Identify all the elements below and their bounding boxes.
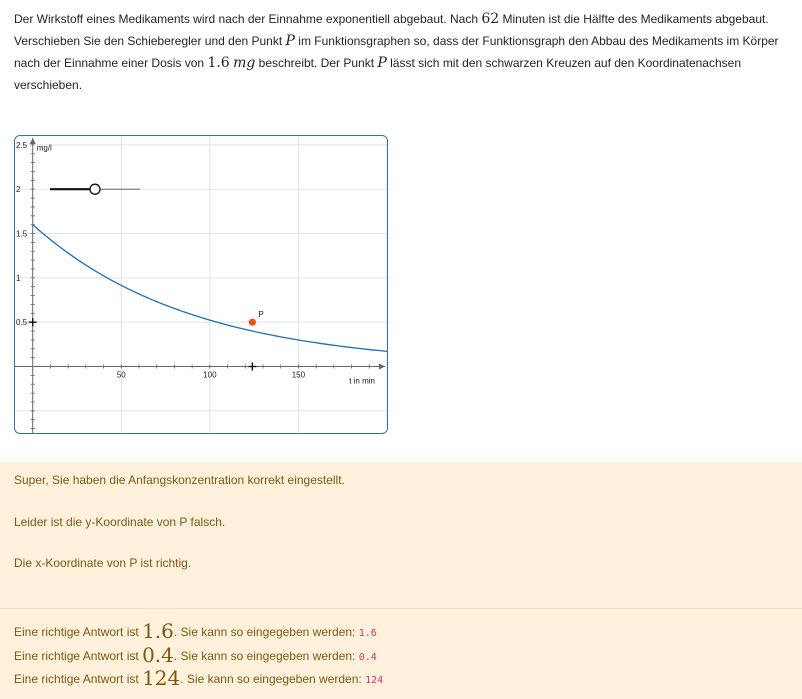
task-text-part: beschreibt. Der Punkt	[255, 56, 378, 70]
x-axis-arrow-icon	[379, 364, 385, 370]
graph-canvas[interactable]	[15, 136, 387, 433]
answer-code: 124	[365, 675, 384, 686]
y-tick-label: 2	[16, 185, 21, 195]
y-axis-arrow-icon	[30, 138, 36, 144]
task-line-4: verschieben.	[14, 78, 83, 92]
answer-text: Eine richtige Antwort ist	[14, 625, 143, 639]
y-tick-labels	[16, 141, 28, 327]
dose-number: 1.6	[207, 55, 230, 71]
task-text-part: Verschieben Sie den Schieberegler und den Punkt	[14, 34, 286, 48]
initial-value-slider[interactable]	[50, 184, 140, 194]
axes	[15, 138, 385, 433]
task-line-3	[14, 52, 794, 74]
answer-value: 0.4	[142, 643, 174, 667]
answer-text: . Sie kann so eingegeben werden:	[173, 649, 359, 663]
slider-knob[interactable]	[90, 184, 100, 194]
half-life-number: 62	[481, 11, 500, 27]
task-text-part: im Funktionsgraphen so, dass der Funktionsgraph den Abbau des Medikaments im Körper	[294, 34, 779, 48]
tick-marks	[31, 145, 370, 429]
variable-p: P	[377, 55, 387, 71]
task-text-part: lässt sich mit den schwarzen Kreuzen auf den Koordinatenachsen	[386, 56, 742, 70]
task-line-2	[14, 30, 794, 52]
correct-answer-1	[14, 619, 377, 643]
point-p[interactable]	[249, 319, 256, 326]
grid	[15, 136, 387, 433]
point-p-label: P	[258, 310, 264, 320]
answer-code: 1.6	[358, 628, 377, 639]
task-text-part: Der Wirkstoff eines Medikaments wird nach der Einnahme exponentiell abgebaut. Nach	[14, 12, 482, 26]
feedback-initial-concentration: Super, Sie haben die Anfangskonzentration korrekt eingestellt.	[14, 473, 345, 487]
feedback-divider	[0, 608, 802, 609]
correct-answer-2	[14, 643, 377, 667]
answer-text: . Sie kann so eingegeben werden:	[173, 625, 359, 639]
y-coordinate-cross-handle[interactable]	[29, 318, 37, 326]
x-tick-label: 100	[203, 370, 217, 380]
task-text	[14, 8, 794, 96]
x-tick-label: 150	[291, 370, 306, 380]
x-coordinate-cross-handle[interactable]	[248, 363, 256, 371]
function-graph[interactable]	[14, 135, 388, 434]
answer-text: Eine richtige Antwort ist	[14, 672, 143, 686]
feedback-x-coordinate: Die x-Koordinate von P ist richtig.	[14, 556, 192, 570]
y-tick-label: 2.5	[16, 140, 28, 150]
answer-text: . Sie kann so eingegeben werden:	[180, 672, 366, 686]
task-line-1	[14, 8, 794, 30]
feedback-y-coordinate: Leider ist die y-Koordinate von P falsch.	[14, 515, 226, 529]
dose-unit: mg	[233, 55, 256, 71]
x-axis-unit-label: t in min	[349, 376, 375, 386]
answer-text: Eine richtige Antwort ist	[14, 649, 143, 663]
x-tick-label: 50	[116, 370, 126, 380]
y-tick-label: 1	[16, 273, 21, 283]
answer-value: 124	[142, 666, 181, 690]
variable-p: P	[285, 33, 295, 49]
feedback-panel	[0, 462, 802, 699]
correct-answer-3	[14, 666, 383, 690]
y-axis-unit-label: mg/l	[36, 143, 52, 153]
x-tick-labels	[117, 371, 306, 380]
answer-code: 0.4	[358, 652, 377, 663]
task-text-part: Minuten ist die Hälfte des Medikaments abgebaut.	[499, 12, 769, 26]
answer-value: 1.6	[142, 619, 174, 643]
task-text-part: nach der Einnahme einer Dosis von	[14, 56, 208, 70]
y-tick-label: 0.5	[16, 318, 28, 328]
y-tick-label: 1.5	[16, 229, 28, 239]
